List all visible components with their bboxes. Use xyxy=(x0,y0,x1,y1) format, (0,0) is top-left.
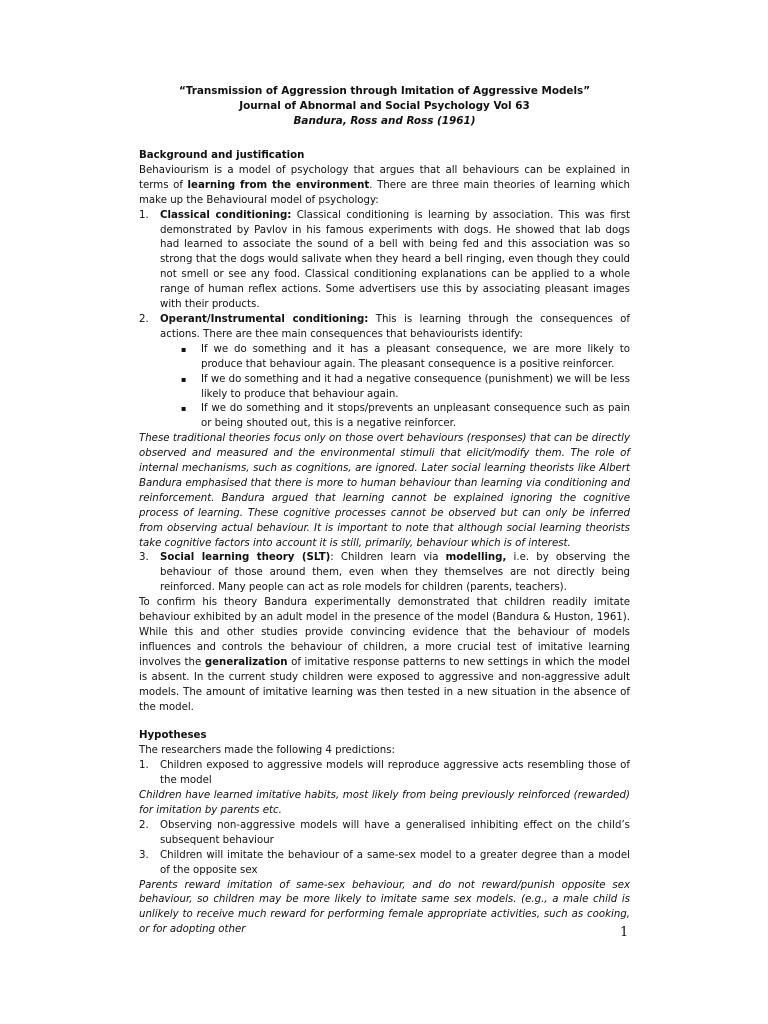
intro-text: Behaviourism is a model of psychology that argues that all behaviours can be explained in terms of xyxy=(139,164,630,191)
list-number: 2. xyxy=(139,819,149,831)
item-bold: Social learning theory (SLT) xyxy=(160,552,331,564)
background-section xyxy=(139,149,630,715)
hypothesis-item xyxy=(139,759,630,789)
background-heading: Background and justification xyxy=(139,150,305,161)
background-intro xyxy=(139,164,630,209)
consequences-list xyxy=(139,343,630,432)
bullet-text: If we do something and it had a negative consequence (punishment) we will be less likely to produce that behaviour again. xyxy=(201,373,630,400)
bullet-item xyxy=(181,373,630,403)
bullet-item xyxy=(181,343,630,373)
bullet-text: If we do something and it has a pleasant consequence, we are more likely to produce that behaviour again. The pleasant consequence is a positive reinforcer. xyxy=(201,343,630,370)
hypotheses-list-2 xyxy=(139,819,630,879)
hypotheses-heading: Hypotheses xyxy=(139,730,207,742)
list-number: 2. xyxy=(139,313,149,325)
item-bold: Operant/Instrumental conditioning: xyxy=(160,313,369,325)
item-text: Classical conditioning is learning by association. This was first demonstrated by Pavlov in his famous experiments with dogs. He showed that lab dogs had learned to associate the sound of a bell with being fed and this association was so strong that the dogs would salivate when they heard a bell ringing, even though they could not smell or see any food. Classical conditioning explanations can be applied to a whole range of human reflex actions. Some advertisers use this by associating pleasant images with their products. xyxy=(160,209,630,311)
list-item-classical xyxy=(139,209,630,313)
list-item-operant xyxy=(139,313,630,343)
intro-text-end: . There are three main theories of learning which make up the Behavioural model of psychology: xyxy=(139,179,630,206)
confirm-paragraph xyxy=(139,596,630,715)
hypotheses-section xyxy=(139,729,630,938)
hypothesis-item xyxy=(139,849,630,879)
bullet-icon: ▪ xyxy=(181,344,187,354)
authors: Bandura, Ross and Ross (1961) xyxy=(293,115,476,127)
confirm-bold: generalization xyxy=(204,656,288,668)
hypothesis-item xyxy=(139,819,630,849)
learning-theories-list xyxy=(139,209,630,343)
hypothesis-note: Parents reward imitation of same-sex behaviour, and do not reward/punish opposite sex behaviour, so children may be more likely to imitate same sex models. (e.g., a male child is unlikely to receive much reward for performing female appropriate activities, such as cooking, or for adopting other xyxy=(139,879,630,936)
hypothesis-note: Children have learned imitative habits, most likely from being previously reinforced (rewarded) for imitation by parents etc. xyxy=(139,790,630,816)
learning-theories-list-cont xyxy=(139,551,630,596)
page-number: 1 xyxy=(620,925,629,940)
bullet-icon: ▪ xyxy=(181,374,187,384)
hypotheses-list-1 xyxy=(139,759,630,789)
confirm-text: To confirm his theory Bandura experimentally demonstrated that children readily imitate behaviour exhibited by an adult model in the presence of the model (Bandura & Huston, 1961). While this and other studies provide convincing evidence that the behaviour of models influences and controls the behaviour of children, a more crucial test of imitative learning involves the xyxy=(139,597,630,668)
list-number: 3. xyxy=(139,849,149,861)
hypothesis-text: Children exposed to aggressive models will reproduce aggressive acts resembling those of the model xyxy=(160,760,630,787)
hypothesis-text: Observing non-aggressive models will have a generalised inhibiting effect on the child’s subsequent behaviour xyxy=(160,819,630,846)
item-text: : Children learn via xyxy=(330,552,446,564)
item-bold-modelling: modelling, xyxy=(445,552,507,564)
traditional-theories-paragraph: These traditional theories focus only on those overt behaviours (responses) that can be directly observed and measured and the environmental stimuli that elicit/modify them. The role of internal mechanisms, such as cognitions, are ignored. Later social learning theorists like Albert Bandura emphasised that there is more to human behaviour than learning via conditioning and reinforcement. Bandura argued that learning cannot be explained ignoring the cognitive process of learning. These cognitive processes cannot be observed but can only be inferred from observing actual behaviour. It is important to note that although social learning theorists take cognitive factors into account it is still, primarily, behaviour which is of interest. xyxy=(139,433,630,549)
list-item-slt xyxy=(139,551,630,596)
item-text-end: i.e. by observing the behaviour of those around them, even when they themselves are not directly being reinforced. Many people can act as role models for children (parents, teachers). xyxy=(160,552,630,594)
section-gap xyxy=(139,715,630,729)
hypothesis-text: Children will imitate the behaviour of a same-sex model to a greater degree than a model of the opposite sex xyxy=(160,849,630,876)
item-bold: Classical conditioning: xyxy=(160,209,292,221)
confirm-text-end: of imitative response patterns to new settings in which the model is absent. In the current study children were exposed to aggressive and non-aggressive adult models. The amount of imitative learning was then tested in a new situation in the absence of the model. xyxy=(139,656,630,713)
bullet-text: If we do something and it stops/prevents an unpleasant consequence such as pain or being shouted out, this is a negative reinforcer. xyxy=(201,403,630,430)
journal-name: Journal of Abnormal and Social Psychology Vol 63 xyxy=(239,100,530,112)
list-number: 1. xyxy=(139,760,149,772)
hypotheses-intro: The researchers made the following 4 predictions: xyxy=(139,745,395,757)
list-number: 1. xyxy=(139,209,149,221)
article-title: “Transmission of Aggression through Imitation of Aggressive Models” xyxy=(178,85,591,97)
item-text: This is learning through the consequences of actions. There are thee main consequences that behaviourists identify: xyxy=(160,313,630,340)
bullet-item xyxy=(181,402,630,432)
title-block xyxy=(139,84,630,129)
bullet-icon: ▪ xyxy=(181,404,187,414)
list-number: 3. xyxy=(139,552,149,564)
intro-bold: learning from the environment xyxy=(187,179,370,191)
